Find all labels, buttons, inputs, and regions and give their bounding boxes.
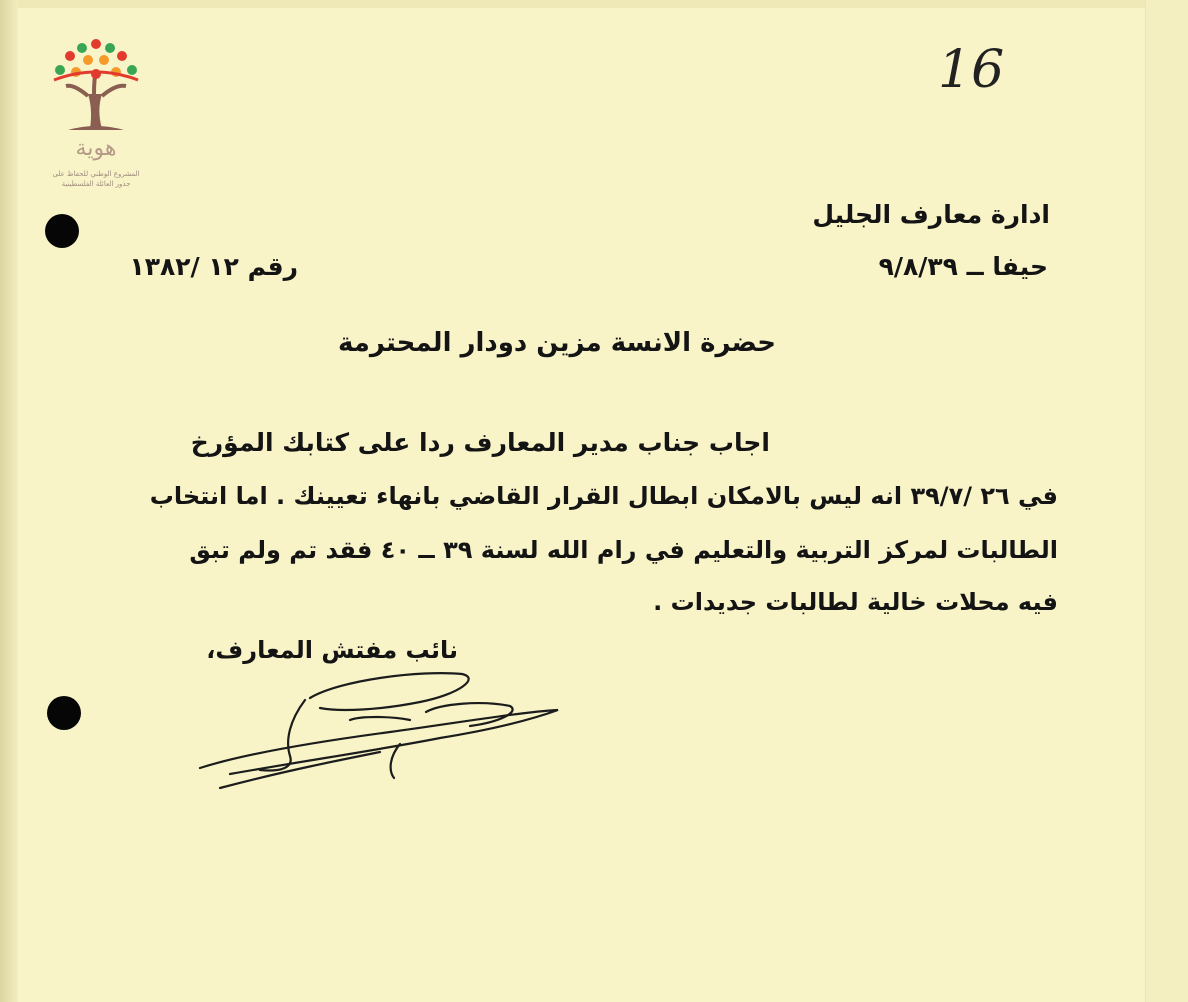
family-tree-icon	[44, 34, 148, 134]
scan-right-edge	[1145, 0, 1188, 1002]
handwritten-signature	[190, 660, 570, 800]
signatory-title: نائب مفتش المعارف،	[206, 636, 458, 664]
body-line-3: الطالبات لمركز التربية والتعليم في رام الله لسنة ٣٩ ــ ٤٠ فقد تم ولم تبق	[189, 536, 1058, 564]
body-line-1: اجاب جناب مدير المعارف ردا على كتابك المؤرخ	[190, 428, 770, 457]
punch-hole-bottom	[47, 696, 81, 730]
scan-left-edge	[0, 0, 18, 1002]
body-line-4: فيه محلات خالية لطالبات جديدات .	[653, 588, 1058, 616]
addressee: حضرة الانسة مزين دودار المحترمة	[337, 328, 776, 358]
page-number: 16	[938, 40, 1005, 100]
body-line-2: في ٢٦ /٣٩/٧ انه ليس بالامكان ابطال القرار القاضي بانهاء تعيينك . اما انتخاب	[149, 482, 1058, 510]
place-date: حيفا ــ ٩/٨/٣٩	[878, 252, 1048, 281]
logo-title: هوية	[75, 136, 117, 161]
logo-subtitle-2: جذور العائلة الفلسطينية	[61, 180, 131, 188]
hawiya-logo	[44, 34, 148, 194]
scan-top-edge	[0, 0, 1188, 8]
office-heading: ادارة معارف الجليل	[812, 200, 1050, 229]
punch-hole-top	[45, 214, 79, 248]
logo-subtitle-1: المشروع الوطني للحفاظ على	[52, 170, 140, 178]
reference-number: رقم ١٢ /١٣٨٢	[129, 252, 298, 281]
